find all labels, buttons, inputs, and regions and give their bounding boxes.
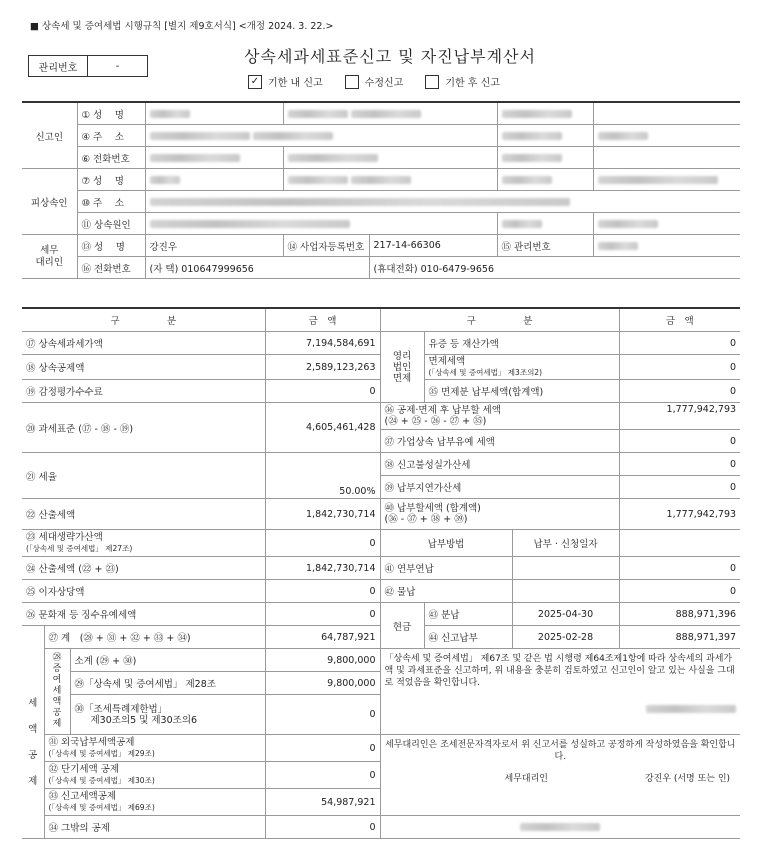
agent-mgmt-label: ⑮ 관리번호 bbox=[497, 235, 593, 257]
decedent-address-redacted bbox=[145, 191, 740, 213]
row30 bbox=[70, 695, 265, 735]
row23-sub: (「상속세 및 증여세법」 제27조) bbox=[26, 544, 133, 553]
row35-label: ㉟ 면제분 납부세액(합계액) bbox=[424, 380, 619, 403]
exempt-label-line2: 법인 bbox=[392, 361, 412, 373]
row41-value: 0 bbox=[619, 557, 740, 580]
row37-value: 0 bbox=[619, 430, 740, 453]
subtotal-value: 9,800,000 bbox=[265, 649, 380, 672]
row17-value: 7,194,584,691 bbox=[265, 332, 380, 355]
decedent-extra-redacted bbox=[593, 169, 740, 191]
tax-agent-label bbox=[22, 235, 77, 279]
reporter-name-label: ① 성 명 bbox=[77, 102, 145, 125]
right-exempt-tax-label: 면제세액 bbox=[428, 356, 466, 367]
checkbox-empty-icon[interactable] bbox=[425, 75, 439, 89]
row44-value: 888,971,397 bbox=[619, 626, 740, 649]
row23-value: 0 bbox=[265, 530, 380, 557]
row44-label: ㊹ 신고납부 bbox=[424, 626, 512, 649]
tax-credit-side-4: 제 bbox=[28, 776, 38, 788]
decedent-cause-date-redacted bbox=[497, 213, 593, 235]
exempt-label-line3: 면제 bbox=[392, 372, 412, 384]
tax-calc-table bbox=[22, 307, 740, 839]
row19-label: ⑲ 감정평가수수료 bbox=[22, 380, 265, 403]
row23-label: ㉓ 세대생략가산액 bbox=[26, 532, 103, 543]
management-number-label: 관리번호 bbox=[29, 56, 88, 76]
row22-label: ㉒ 산출세액 bbox=[22, 499, 265, 530]
reporter-mobile-redacted bbox=[283, 147, 497, 169]
row36-sub: (㉔ + ㉕ - ㉖ - ㉗ + ㉟) bbox=[384, 416, 487, 427]
row38-label: ㊳ 신고불성실가산세 bbox=[380, 453, 619, 476]
row24-label: ㉔ 산출세액 (㉒ + ㉓) bbox=[22, 557, 265, 580]
parties-table bbox=[22, 101, 740, 279]
agent-declaration-block bbox=[380, 735, 740, 816]
reporter-phone2-redacted bbox=[497, 147, 593, 169]
declaration-signer-redacted bbox=[385, 721, 737, 733]
row18-value: 2,589,123,263 bbox=[265, 355, 380, 380]
check-late[interactable] bbox=[425, 74, 500, 89]
agent-bizno-label: ⑭ 사업자등록번호 bbox=[283, 235, 369, 257]
check-late-label: 기한 후 신고 bbox=[445, 78, 500, 89]
row43-value: 888,971,396 bbox=[619, 603, 740, 626]
row37-label: ㊲ 가업상속 납부유예 세액 bbox=[380, 430, 619, 453]
row24-value: 1,842,730,714 bbox=[265, 557, 380, 580]
col-left-category: 구 분 bbox=[22, 308, 265, 332]
reporter-address2-redacted bbox=[593, 125, 740, 147]
reporter-name-redacted bbox=[145, 102, 283, 125]
row41-label: ㊶ 연부연납 bbox=[380, 557, 512, 580]
row42-label: ㊷ 물납 bbox=[380, 580, 512, 603]
row32 bbox=[44, 762, 265, 789]
reporter-label: 신고인 bbox=[22, 102, 77, 169]
management-number-value: - bbox=[115, 60, 120, 72]
row33 bbox=[44, 789, 265, 816]
tax-credit-side-label bbox=[22, 649, 44, 839]
row33-label: ㉝ 신고세액공제 bbox=[48, 791, 117, 802]
agent-sign-row bbox=[385, 773, 737, 785]
pay-method-header: 납부방법 bbox=[380, 530, 512, 557]
row19-value: 0 bbox=[265, 380, 380, 403]
tax-credit-side-1: 세 bbox=[28, 698, 38, 710]
row30-label: ㉚「조세특례제한법」 bbox=[74, 703, 168, 715]
decedent-name-label: ⑦ 성 명 bbox=[77, 169, 145, 191]
right-exempt-tax-value: 0 bbox=[619, 355, 740, 380]
reporter-id-redacted bbox=[283, 102, 497, 125]
row40 bbox=[380, 499, 619, 530]
check-amended[interactable] bbox=[345, 74, 404, 89]
decedent-cause-label: ⑪ 상속원인 bbox=[77, 213, 145, 235]
row40-label: ㊵ 납부할세액 (합계액) bbox=[384, 503, 481, 514]
row34-label: ㉞ 그밖의 공제 bbox=[44, 816, 265, 839]
row21-value: 50.00% bbox=[265, 453, 380, 499]
check-amended-label: 수정신고 bbox=[364, 78, 404, 89]
declaration-date-redacted bbox=[385, 703, 737, 715]
row39-label: ㊴ 납부지연가산세 bbox=[380, 476, 619, 499]
decedent-name-redacted bbox=[145, 169, 283, 191]
row36-label: ㊱ 공제·면제 후 납부할 세액 bbox=[384, 405, 501, 416]
row27-label: ㉗ 계 (㉘ + ㉛ + ㉜ + ㉝ + ㉞) bbox=[44, 626, 265, 649]
row31-label: ㉛ 외국납부세액공제 bbox=[48, 737, 135, 748]
pay-date-header: 납부 · 신청일자 bbox=[512, 530, 619, 557]
decedent-id-redacted bbox=[283, 169, 497, 191]
row20-label: ⑳ 과세표준 (⑰ - ⑱ - ⑲) bbox=[22, 403, 265, 453]
row31 bbox=[44, 735, 265, 762]
row40-value: 1,777,942,793 bbox=[619, 499, 740, 530]
management-number-box bbox=[28, 55, 148, 77]
declaration-block bbox=[380, 649, 740, 735]
row31-value: 0 bbox=[265, 735, 380, 762]
row33-value: 54,987,921 bbox=[265, 789, 380, 816]
declaration-text: 「상속세 및 증여세법」 제67조 및 같은 법 시행령 제64조제1항에 따라 상속세의 과세가액 및 과세표준을 신고하며, 위 내용을 충분히 검토하였고 신고인이 알고 있는 사실을 그대로 적었음을 확인합니다. bbox=[384, 654, 735, 688]
reporter-extra-redacted bbox=[497, 102, 593, 125]
decedent-address-label: ⑩ 주 소 bbox=[77, 191, 145, 213]
row21-label: ㉑ 세율 bbox=[22, 453, 265, 499]
row33-sub: (「상속세 및 증여세법」 제69조) bbox=[48, 803, 155, 812]
filing-type-checks bbox=[248, 74, 500, 89]
agent-phone-label: ⑯ 전화번호 bbox=[77, 257, 145, 279]
row26-label: ㉖ 문화재 등 징수유예세액 bbox=[22, 603, 265, 626]
exempt-label-line1: 영리 bbox=[392, 350, 412, 362]
row25-value: 0 bbox=[265, 580, 380, 603]
row27-value: 64,787,921 bbox=[265, 626, 380, 649]
agent-mgmt-redacted bbox=[593, 235, 740, 257]
decedent-cause-redacted bbox=[145, 213, 497, 235]
row32-value: 0 bbox=[265, 762, 380, 789]
checkbox-checked-icon[interactable]: ✓ bbox=[248, 75, 262, 89]
decedent-date-redacted bbox=[497, 169, 593, 191]
row43-label: ㊸ 분납 bbox=[424, 603, 512, 626]
right-exempt-tax-sub: (「상속세 및 증여세법」 제3조의2) bbox=[428, 368, 543, 377]
row20-value: 4,605,461,428 bbox=[265, 403, 380, 453]
reporter-phone-redacted bbox=[145, 147, 283, 169]
row44-date: 2025-02-28 bbox=[512, 626, 619, 649]
reporter-email-redacted bbox=[497, 125, 593, 147]
agent-home-phone: (자 택) 010647999656 bbox=[145, 257, 369, 279]
row35-value: 0 bbox=[619, 380, 740, 403]
form-title: 상속세과세표준신고 및 자진납부계산서 bbox=[244, 47, 536, 66]
gift-credit-line2: 증여 bbox=[52, 664, 62, 685]
reporter-phone-label: ⑥ 전화번호 bbox=[77, 147, 145, 169]
row31-sub: (「상속세 및 증여세법」 제29조) bbox=[48, 749, 155, 758]
agent-name-label: ⑬ 성 명 bbox=[77, 235, 145, 257]
row17-label: ⑰ 상속세과세가액 bbox=[22, 332, 265, 355]
col-left-amount: 금 액 bbox=[265, 308, 380, 332]
row32-label: ㉜ 단기세액 공제 bbox=[48, 764, 120, 775]
row38-value: 0 bbox=[619, 453, 740, 476]
row29-value: 9,800,000 bbox=[265, 672, 380, 695]
agent-declaration-text: 세무대리인은 조세전문자격자로서 위 신고서를 성실하고 공정하게 작성하였음을 확인합니다. bbox=[385, 740, 736, 762]
gift-credit-line3: 세액 bbox=[52, 686, 62, 707]
decedent-cause-extra-redacted bbox=[593, 213, 740, 235]
agent-mobile-phone: (휴대전화) 010-6479-9656 bbox=[369, 257, 740, 279]
subtotal-label: 소계 (㉙ + ㉚) bbox=[70, 649, 265, 672]
final-redacted bbox=[380, 816, 740, 839]
col-right-category: 구 분 bbox=[380, 308, 619, 332]
agent-sign-label: 세무대리인 bbox=[504, 774, 548, 784]
row40-sub: (㊱ - ㊲ + ㊳ + ㊴) bbox=[384, 514, 468, 525]
row30-value: 0 bbox=[265, 695, 380, 735]
row30-sub: 제30조의5 및 제30조의6 bbox=[90, 714, 198, 726]
row23 bbox=[22, 530, 265, 557]
agent-bizno: 217-14-66306 bbox=[369, 235, 497, 257]
checkbox-empty-icon[interactable] bbox=[345, 75, 359, 89]
row39-value: 0 bbox=[619, 476, 740, 499]
row22-value: 1,842,730,714 bbox=[265, 499, 380, 530]
row34-value: 0 bbox=[265, 816, 380, 839]
agent-name: 강진우 bbox=[145, 235, 283, 257]
right-exempt-tax bbox=[424, 355, 619, 380]
row26-value: 0 bbox=[265, 603, 380, 626]
tax-agent-label-line2: 대리인 bbox=[35, 256, 64, 268]
col-right-amount: 금 액 bbox=[619, 308, 740, 332]
tax-credit-side-2: 액 bbox=[28, 724, 38, 736]
agent-sign: 강진우 (서명 또는 인) bbox=[644, 774, 731, 784]
check-on-time-label: 기한 내 신고 bbox=[268, 78, 323, 89]
gift-credit-line4: 공제 bbox=[52, 708, 62, 729]
row42-value: 0 bbox=[619, 580, 740, 603]
row29-label: ㉙「상속세 및 증여세법」 제28조 bbox=[70, 672, 265, 695]
check-on-time[interactable] bbox=[248, 74, 323, 89]
row36-value: 1,777,942,793 bbox=[619, 403, 740, 430]
row32-sub: (「상속세 및 증여세법」 제30조) bbox=[48, 776, 155, 785]
gift-credit-line1: ㉘ bbox=[52, 653, 62, 663]
tax-agent-label-line1: 세무 bbox=[40, 244, 59, 256]
gift-credit-label bbox=[44, 649, 70, 735]
row18-label: ⑱ 상속공제액 bbox=[22, 355, 265, 380]
exempt-label bbox=[380, 332, 424, 403]
cash-label: 현금 bbox=[380, 603, 424, 649]
right-asset-value: 0 bbox=[619, 332, 740, 355]
row25-label: ㉕ 이자상당액 bbox=[22, 580, 265, 603]
decedent-label: 피상속인 bbox=[22, 169, 77, 235]
reporter-address-label: ④ 주 소 bbox=[77, 125, 145, 147]
tax-credit-side-3: 공 bbox=[28, 750, 38, 762]
reporter-extra2-redacted bbox=[593, 102, 740, 125]
reporter-address-redacted bbox=[145, 125, 497, 147]
row36 bbox=[380, 403, 619, 430]
row43-date: 2025-04-30 bbox=[512, 603, 619, 626]
right-asset-label: 유증 등 재산가액 bbox=[424, 332, 619, 355]
form-legal-note: ■ 상속세 및 증여세법 시행규칙 [별지 제9호서식] <개정 2024. 3. 22.> bbox=[30, 21, 334, 32]
